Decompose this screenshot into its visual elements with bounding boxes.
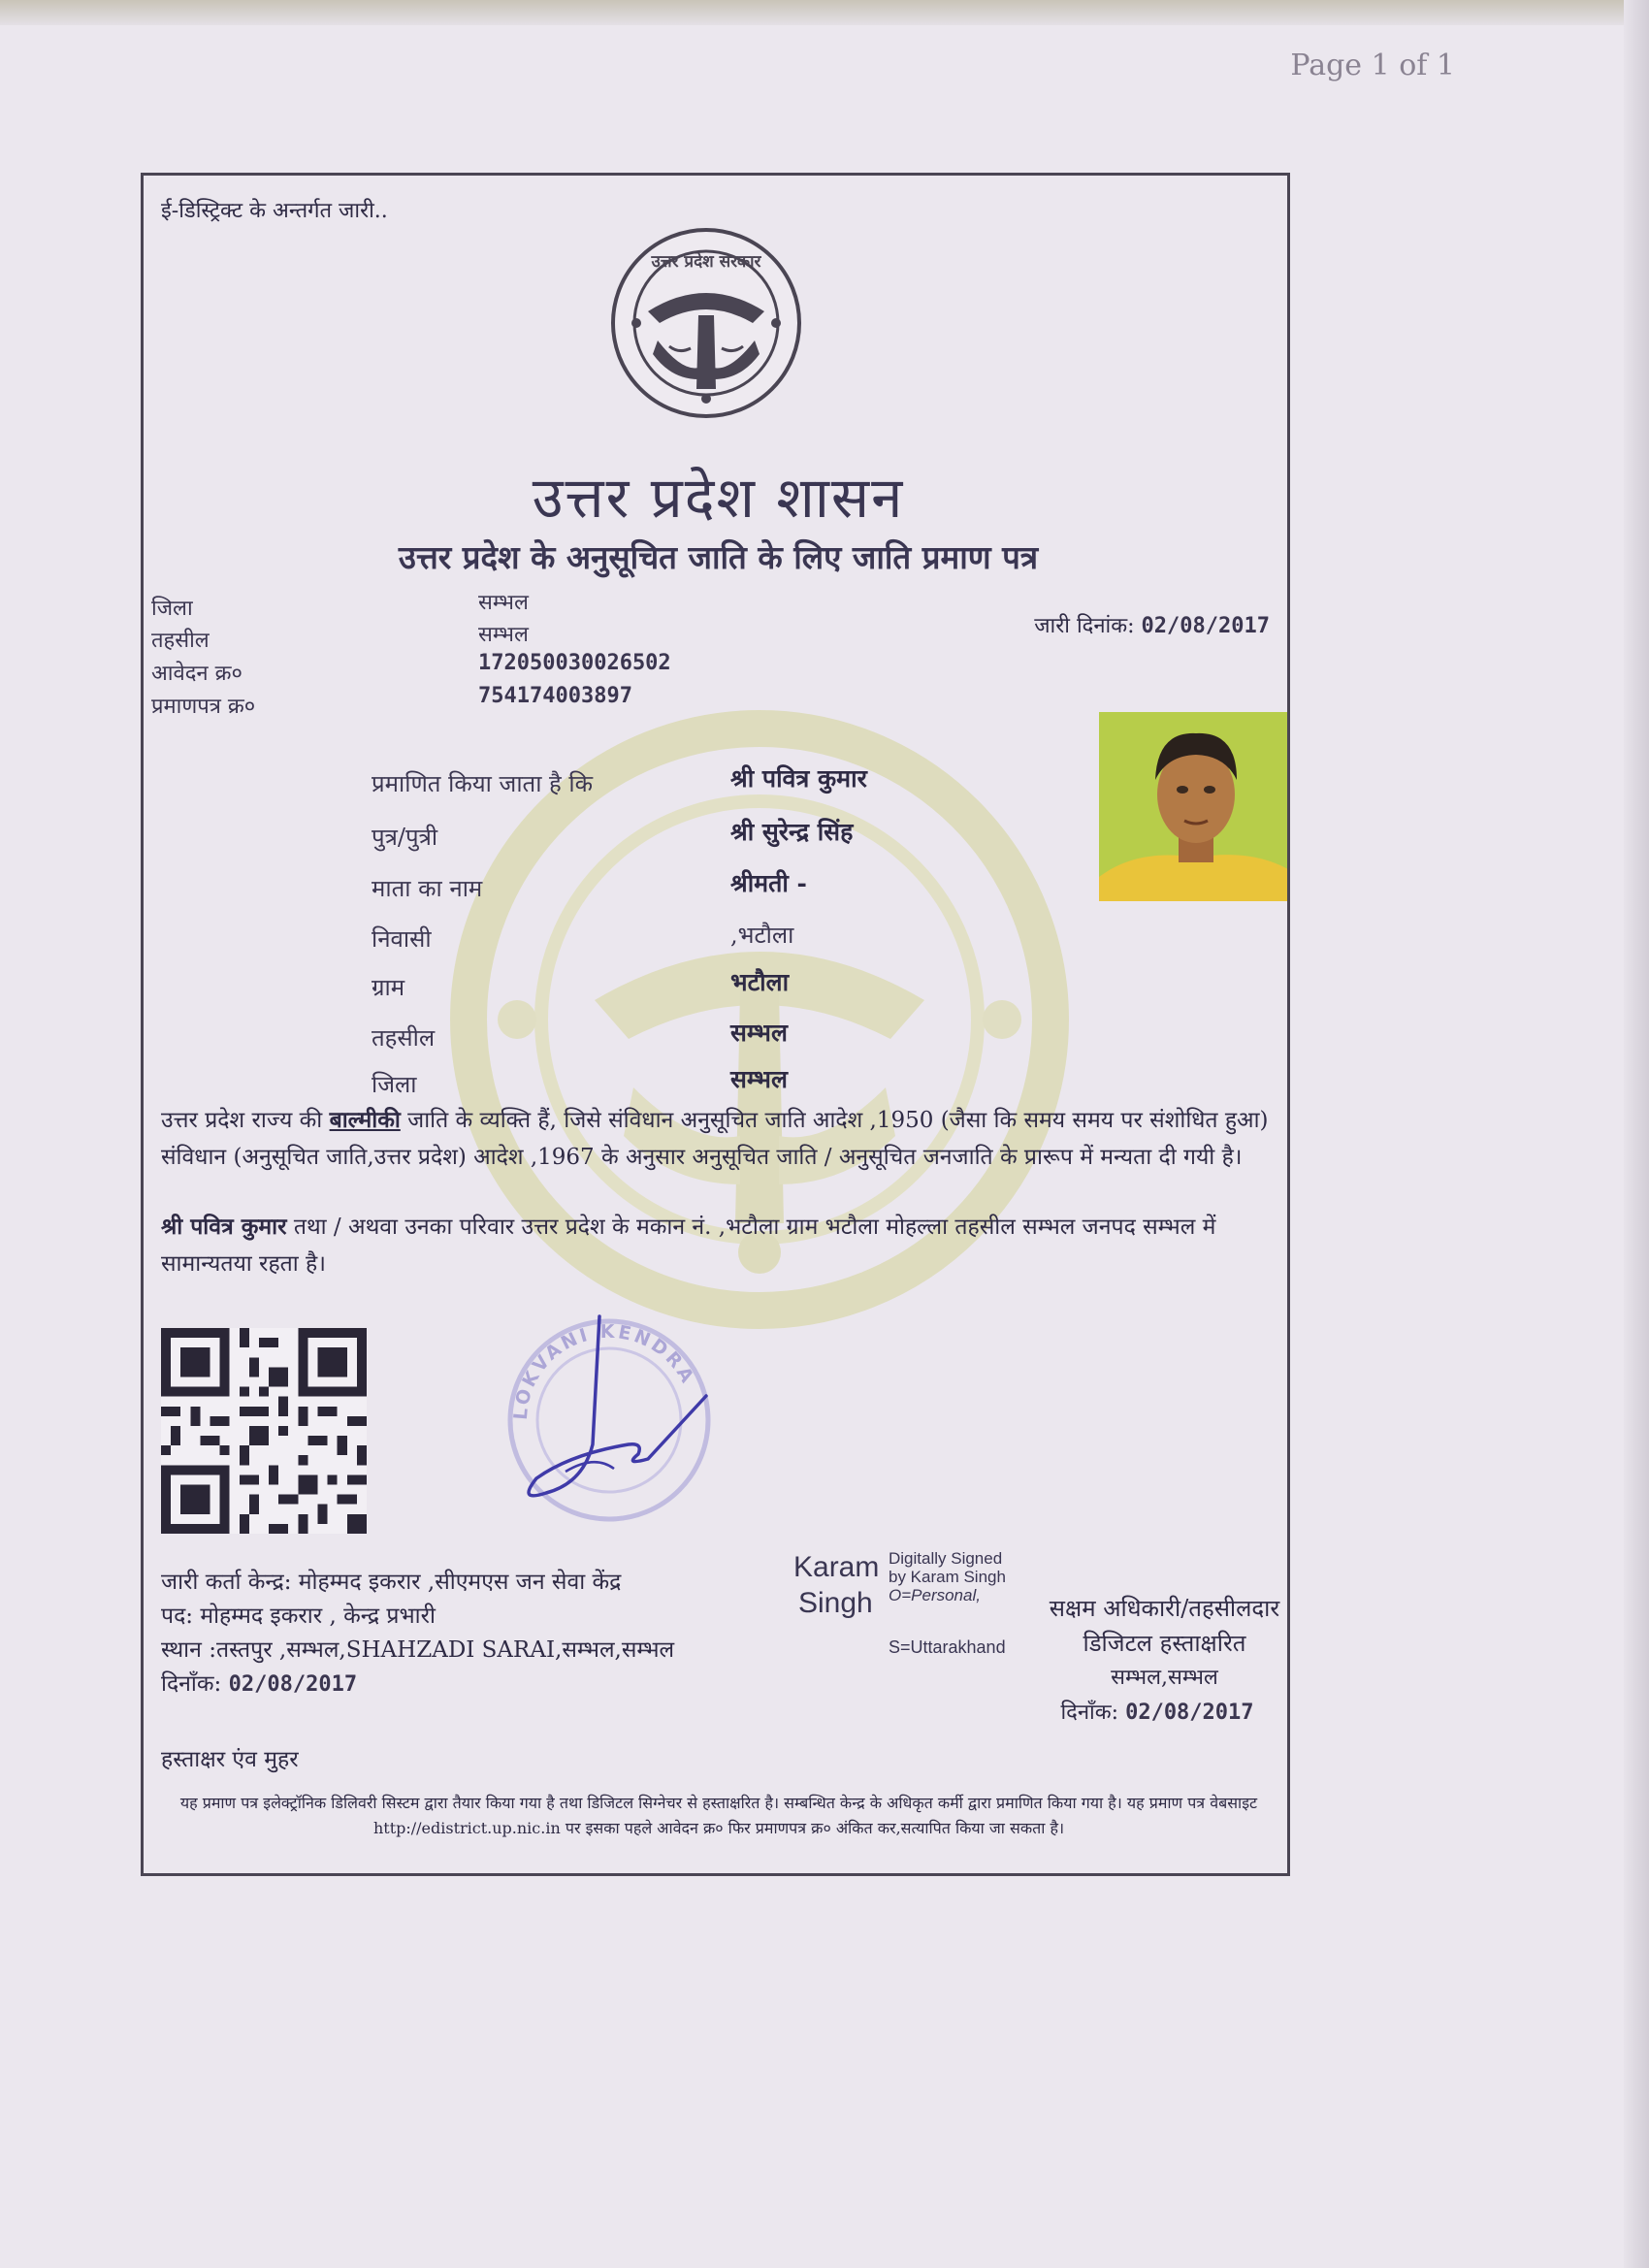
digital-signer-last-name: Singh — [798, 1587, 873, 1619]
page-number: Page 1 of 1 — [1290, 49, 1455, 82]
issue-date-value: 02/08/2017 — [1141, 614, 1270, 638]
digital-signer-first-name: Karam — [793, 1551, 880, 1583]
issued-under-edistrict: ई-डिस्ट्रिक्ट के अन्तर्गत जारी.. — [161, 199, 388, 223]
emblem-text: उत्तर प्रदेश सरकार — [651, 252, 761, 272]
authority-date-value: 02/08/2017 — [1125, 1701, 1254, 1725]
issuer-date-label: दिनाँक: — [161, 1671, 222, 1697]
person-tehsil-label: तहसील — [372, 1024, 436, 1052]
scan-edge-right — [1624, 0, 1649, 2268]
signature-and-seal-label: हस्ताक्षर एंव मुहर — [161, 1747, 299, 1772]
issuer-date-value: 02/08/2017 — [228, 1672, 358, 1697]
application-no-value: 172050030026502 — [478, 651, 671, 675]
issue-date-label: जारी दिनांक: — [1034, 614, 1135, 638]
resident-value: ,भटौला — [730, 922, 794, 949]
caste-name: बाल्मीकी — [329, 1107, 401, 1133]
applicant-name-inline: श्री पवित्र कुमार — [161, 1214, 287, 1240]
authority-digitally-signed: डिजिटल हस्ताक्षरित — [1083, 1630, 1246, 1657]
son-daughter-label: पुत्र/पुत्री — [372, 824, 438, 851]
village-label: ग्राम — [372, 974, 405, 1001]
qr-code — [161, 1328, 367, 1534]
issue-date — [1034, 610, 1270, 639]
up-government-emblem-icon — [609, 226, 803, 420]
certified-that-label: प्रमाणित किया जाता है कि — [372, 770, 594, 797]
tehsil-label: तहसील — [151, 629, 210, 653]
issuer-center: जारी कर्ता केन्द्र: मोहम्मद इकरार ,सीएमएस जन सेवा केंद्र — [161, 1570, 622, 1595]
district-label: जिला — [151, 597, 193, 621]
application-no-label: आवेदन क्र० — [151, 662, 242, 686]
government-title: उत्तर प्रदेश शासन — [532, 465, 905, 531]
person-tehsil-value: सम्भल — [730, 1019, 788, 1047]
person-district-label: जिला — [372, 1071, 417, 1098]
village-value: भटौला — [730, 968, 790, 996]
applicant-name: श्री पवित्र कुमार — [730, 764, 867, 793]
authority-date — [1021, 1697, 1290, 1726]
verification-note: यह प्रमाण पत्र इलेक्ट्रॉनिक डिलिवरी सिस्टम द्वारा तैयार किया गया है तथा डिजिटल सिग्नेचर से हस्ताक्षरित है। सम्बन्धित केन्द्र के अधिकृत कर्मी द्वारा प्रमाणित किया गया है। यह प्रमाण पत्र वेबसाइट http://edistrict.up.nic.in पर इसका पहले आवेदन क्र० फिर प्रमाणपत्र क्र० अंकित कर,सत्यापित किया जा सकता है। — [179, 1794, 1258, 1837]
official-stamp-with-signature — [478, 1299, 721, 1537]
issuer-date — [161, 1667, 357, 1698]
district-value: सम्भल — [478, 591, 529, 615]
certificate-no-label: प्रमाणपत्र क्र० — [151, 695, 256, 719]
authority-title: सक्षम अधिकारी/तहसीलदार — [1049, 1595, 1280, 1622]
mother-name: श्रीमती - — [730, 869, 807, 897]
certificate-title: उत्तर प्रदेश के अनुसूचित जाति के लिए जाति प्रमाण पत्र — [398, 538, 1039, 576]
father-name: श्री सुरेन्द्र सिंह — [730, 818, 854, 846]
tehsil-value: सम्भल — [478, 623, 529, 647]
scan-edge-top — [0, 0, 1649, 25]
stamp-text: LOKVANI KENDRA — [509, 1320, 699, 1421]
applicant-photo — [1099, 712, 1290, 901]
issuer-place: स्थान :तस्तपुर ,सम्भल,SHAHZADI SARAI,सम्भल,सम्भल — [161, 1637, 675, 1663]
caste-paragraph: उत्तर प्रदेश राज्य की बाल्मीकी जाति के व्यक्ति हैं, जिसे संविधान अनुसूचित जाति आदेश ,1950 (जैसा कि समय समय पर संशोधित हुआ) संविधान (अनुसूचित जाति,उत्तर प्रदेश) आदेश ,1967 के अनुसार अनुसूचित जाति / अनुसूचित जनजाति के प्रारूप में मन्यता दी गयी है। — [161, 1107, 1269, 1170]
certificate-no-value: 754174003897 — [478, 684, 632, 708]
mother-name-label: माता का नाम — [372, 875, 483, 902]
certificate-frame — [141, 173, 1290, 1876]
authority-place: सम्भल,सम्भल — [1111, 1666, 1218, 1690]
resident-label: निवासी — [372, 925, 432, 953]
person-district-value: सम्भल — [730, 1065, 788, 1093]
issuer-post: पद: मोहम्मद इकरार , केन्द्र प्रभारी — [161, 1604, 436, 1629]
digital-signature-details: Digitally Signed by Karam Singh O=Personal, — [889, 1549, 1006, 1604]
authority-date-label: दिनाँक: — [1060, 1701, 1119, 1725]
digital-signature-state: S=Uttarakhand — [889, 1637, 1006, 1657]
residence-paragraph: श्री पवित्र कुमार तथा / अथवा उनका परिवार उत्तर प्रदेश के मकान नं. ,भटौला ग्राम भटौला मोहल्ला तहसील सम्भल जनपद सम्भल में सामान्यतया रहता है। — [161, 1214, 1216, 1277]
